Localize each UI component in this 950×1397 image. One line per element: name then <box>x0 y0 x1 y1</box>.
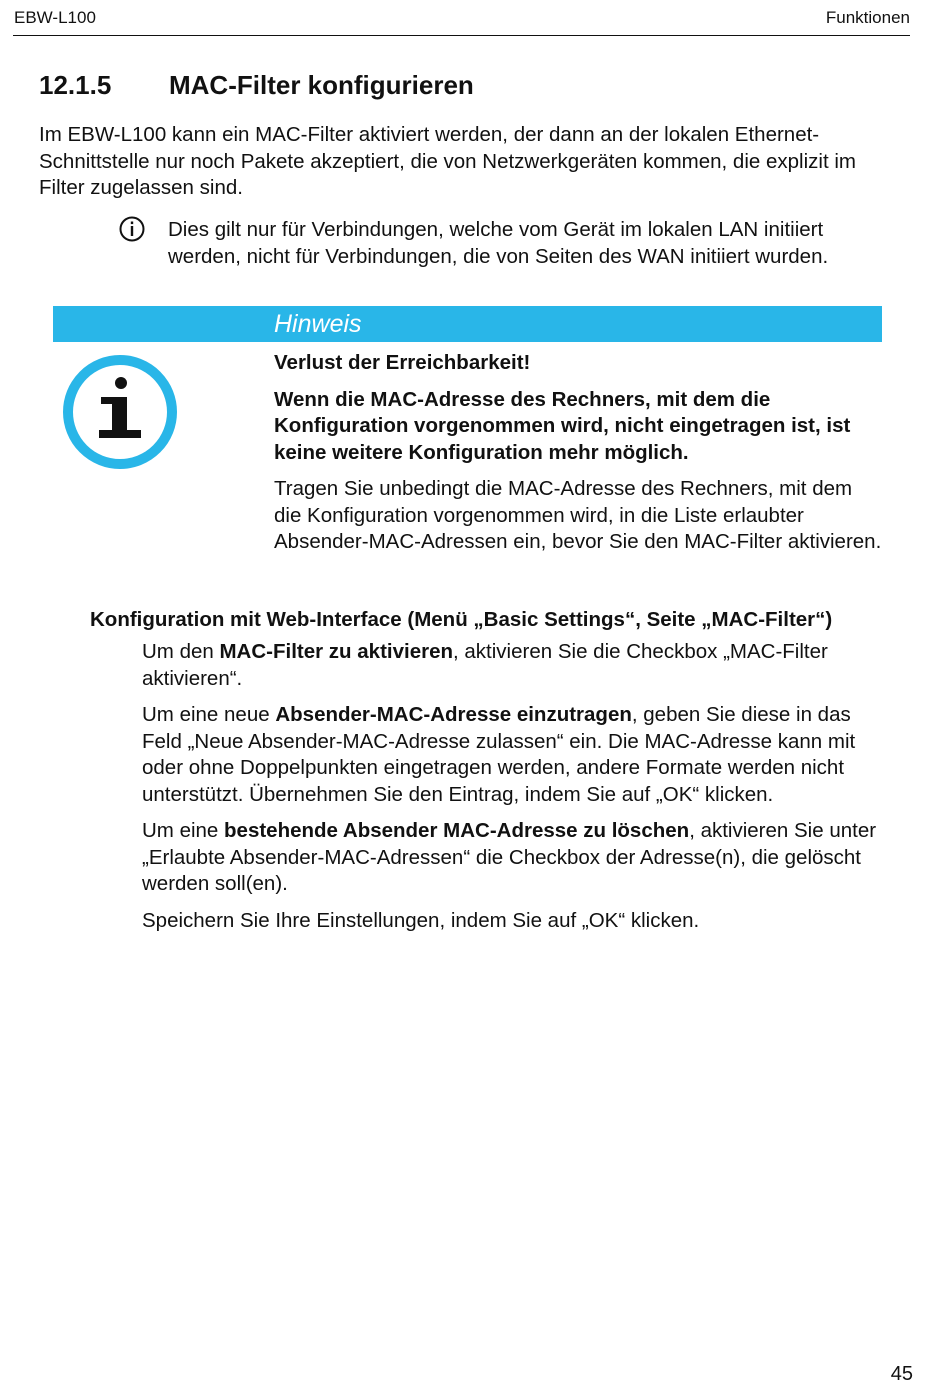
header-product: EBW-L100 <box>14 8 96 27</box>
step-activate: Um den MAC-Filter zu aktivieren, aktivieren Sie die Checkbox „MAC-Filter aktivieren“. <box>142 640 828 690</box>
info-circle-icon <box>119 216 145 242</box>
header-divider <box>13 35 910 36</box>
hinweis-heading: Verlust der Erreichbarkeit! <box>274 351 531 374</box>
step-delete-address: Um eine bestehende Absender MAC-Adresse zu löschen, aktivieren Sie unter „Erlaubte Absender-MAC-Adressen“ die Checkbox der Adresse(n), die gelöscht werden soll(en). <box>142 819 877 895</box>
intro-paragraph: Im EBW-L100 kann ein MAC-Filter aktiviert werden, der dann an der lokalen Ethernet-Schnittstelle nur noch Pakete akzeptiert, die von Netzwerkgeräten kommen, die explizit im Filter zugelassen sind. <box>39 123 856 199</box>
note-text: Dies gilt nur für Verbindungen, welche vom Gerät im lokalen LAN initiiert werden, nicht für Verbindungen, die von Seiten des WAN initiiert wurden. <box>168 218 829 268</box>
hinweis-bar <box>53 306 882 342</box>
section-number: 12.1.5 <box>39 70 112 100</box>
config-steps <box>142 639 892 944</box>
step-add-address: Um eine neue Absender-MAC-Adresse einzutragen, geben Sie diese in das Feld „Neue Absender-MAC-Adresse zulassen“ ein. Die MAC-Adresse kann mit oder ohne Doppelpunkten eingetragen werden, andere Formate werden nicht unterstützt. Übernehmen Sie den Eintrag, indem Sie auf „OK“ klicken. <box>142 703 856 806</box>
config-heading: Konfiguration mit Web-Interface (Menü „Basic Settings“, Seite „MAC-Filter“) <box>90 608 833 631</box>
page-number: 45 <box>890 1363 913 1385</box>
step-save: Speichern Sie Ihre Einstellungen, indem Sie auf „OK“ klicken. <box>142 908 700 932</box>
section-heading <box>39 70 474 101</box>
info-icon <box>61 353 179 471</box>
hinweis-warning: Wenn die MAC-Adresse des Rechners, mit dem die Konfiguration vorgenommen wird, nicht eingetragen ist, ist keine weitere Konfiguration mehr möglich. <box>274 387 851 464</box>
hinweis-advice: Tragen Sie unbedingt die MAC-Adresse des Rechners, mit dem die Konfiguration vorgenommen wird, in die Liste erlaubter Absender-MAC-Adressen ein, bevor Sie den MAC-Filter aktivieren. <box>274 477 882 553</box>
header-chapter: Funktionen <box>825 8 910 27</box>
section-title: MAC-Filter konfigurieren <box>169 70 474 100</box>
hinweis-content <box>274 350 884 566</box>
hinweis-title: Hinweis <box>274 310 362 338</box>
